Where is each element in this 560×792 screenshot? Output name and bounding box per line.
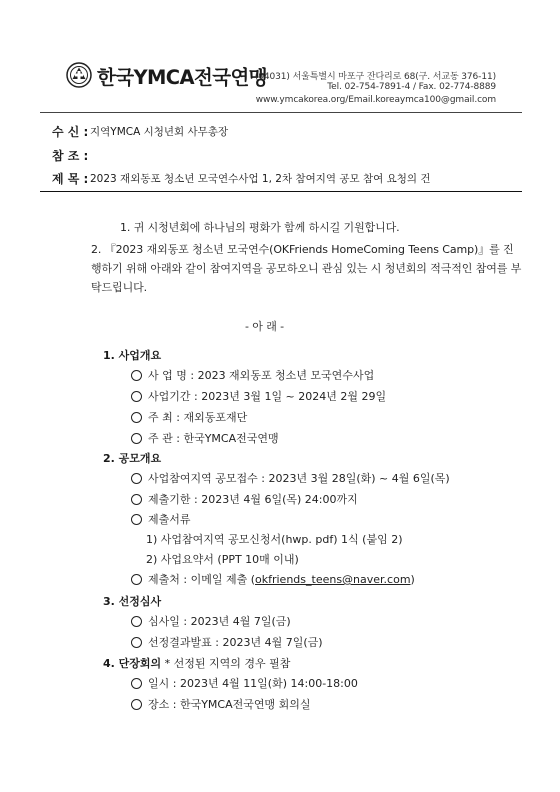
list-item: 주 관 : 한국YMCA전국연맹 (131, 430, 279, 446)
list-item: 장소 : 한국YMCA전국연맹 회의실 (131, 696, 311, 712)
list-item: 선정결과발표 : 2023년 4월 7일(금) (131, 634, 323, 650)
circle-bullet-icon (131, 391, 142, 402)
list-item: 심사일 : 2023년 4월 7일(금) (131, 613, 291, 629)
circle-bullet-icon (131, 370, 142, 381)
list-item: 사업기간 : 2023년 3월 1일 ~ 2024년 2월 29일 (131, 388, 386, 404)
list-item: 사업참여지역 공모접수 : 2023년 3월 28일(화) ~ 4월 6일(목) (131, 470, 450, 486)
circle-bullet-icon (131, 616, 142, 627)
circle-bullet-icon (131, 412, 142, 423)
letterhead-divider (40, 112, 522, 113)
circle-bullet-icon (131, 637, 142, 648)
subject-label: 제 목 : (52, 172, 89, 186)
notice-heading: - 아 래 - (245, 320, 284, 333)
paragraph-2-line-2: 행하기 위해 아래와 같이 참여지역을 공모하오니 관심 있는 시 청년회의 적극적인 참여를 부 (91, 262, 522, 275)
subject-value: 2023 재외동포 청소년 모국연수사업 1, 2차 참여지역 공모 참여 요청의 건 (90, 173, 431, 185)
org-address: (04031) 서울특별시 마포구 잔다리로 68(구. 서교동 376-11) (254, 72, 496, 82)
circle-bullet-icon (131, 494, 142, 505)
ref-label: 참 조 : (52, 149, 89, 163)
section-3-title: 3. 선정심사 (103, 595, 162, 608)
paragraph-2-line-1: 2. 『2023 재외동포 청소년 모국연수(OKFriends HomeComing Teens Camp)』를 진 (91, 243, 514, 256)
list-item: 제출서류 (131, 511, 191, 527)
sub-list-item: 1) 사업참여지역 공모신청서(hwp. pdf) 1식 (붙임 2) (146, 533, 403, 546)
circle-bullet-icon (131, 473, 142, 484)
to-label: 수 신 : (52, 125, 89, 139)
section-4-title: 4. 단장회의 * 선정된 지역의 경우 필참 (103, 657, 291, 670)
section-2-title: 2. 공모개요 (103, 452, 162, 465)
list-item: 일시 : 2023년 4월 11일(화) 14:00-18:00 (131, 675, 358, 691)
org-name: 한국YMCA전국연맹 (97, 66, 267, 89)
list-item: 사 업 명 : 2023 재외동포 청소년 모국연수사업 (131, 367, 374, 383)
ymca-emblem-icon (66, 62, 92, 88)
section-1-title: 1. 사업개요 (103, 349, 162, 362)
header-divider (40, 191, 522, 192)
org-web-email: www.ymcakorea.org/Email.koreaymca100@gmail.com (255, 95, 496, 105)
submission-email-link[interactable]: okfriends_teens@naver.com (255, 573, 411, 586)
to-value: 지역YMCA 시청년회 사무총장 (90, 126, 229, 138)
circle-bullet-icon (131, 433, 142, 444)
paragraph-1: 1. 귀 시청년회에 하나님의 평화가 함께 하시길 기원합니다. (120, 221, 400, 234)
org-phone-fax: Tel. 02-754-7891-4 / Fax. 02-774-8889 (327, 82, 496, 92)
paragraph-2-line-3: 탁드립니다. (91, 281, 148, 294)
list-item: 주 최 : 재외동포재단 (131, 409, 247, 425)
circle-bullet-icon (131, 574, 142, 585)
circle-bullet-icon (131, 699, 142, 710)
list-item: 제출처 : 이메일 제출 (okfriends_teens@naver.com) (131, 571, 415, 587)
list-item: 제출기한 : 2023년 4월 6일(목) 24:00까지 (131, 491, 358, 507)
circle-bullet-icon (131, 678, 142, 689)
section-4-note: * 선정된 지역의 경우 필참 (161, 657, 291, 670)
circle-bullet-icon (131, 514, 142, 525)
sub-list-item: 2) 사업요약서 (PPT 10매 이내) (146, 553, 299, 566)
